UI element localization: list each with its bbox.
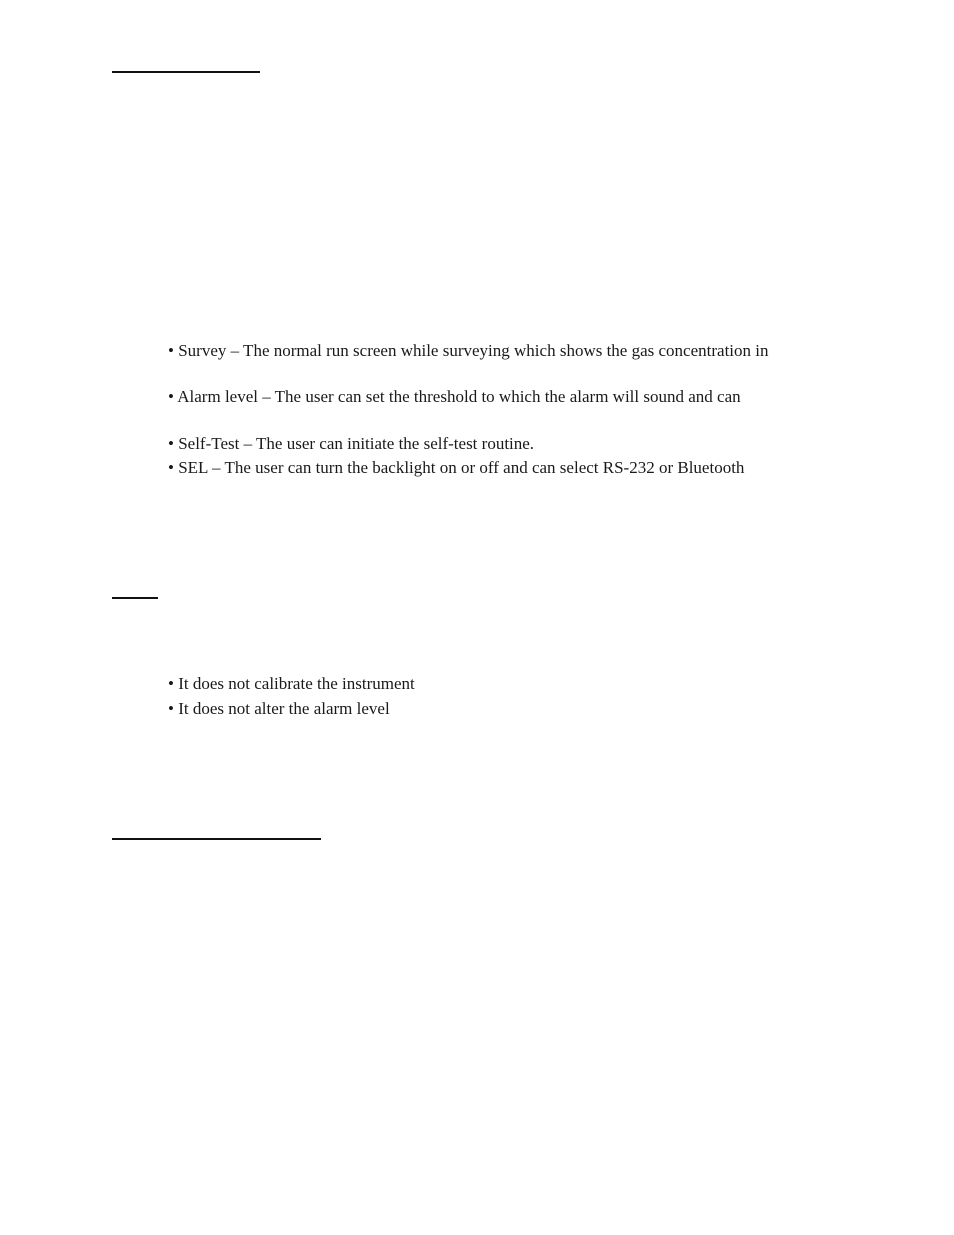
section-heading-underline [112, 597, 158, 599]
list-item [168, 434, 534, 454]
list-item-text: SEL – The user can turn the backlight on or off and can select RS-232 or Bluetooth [178, 458, 745, 477]
list-item [168, 458, 744, 478]
bullet: • [168, 434, 174, 453]
bullet: • [168, 674, 174, 693]
list-item [168, 674, 415, 694]
list-item-text: Alarm level – The user can set the threshold to which the alarm will sound and can [177, 387, 741, 406]
list-item [168, 341, 769, 361]
bullet: • [168, 699, 174, 718]
list-item [168, 387, 741, 407]
bullet: • [168, 458, 174, 477]
list-item-text: Self-Test – The user can initiate the self-test routine. [178, 434, 535, 453]
list-item-text: Survey – The normal run screen while surveying which shows the gas concentration in [178, 341, 769, 360]
section-heading-underline [112, 71, 260, 73]
list-item-text: It does not calibrate the instrument [178, 674, 415, 693]
bullet: • [168, 341, 174, 360]
list-item-text: It does not alter the alarm level [178, 699, 390, 718]
bullet: • [168, 387, 174, 406]
section-heading-underline [112, 838, 321, 840]
list-item [168, 699, 390, 719]
